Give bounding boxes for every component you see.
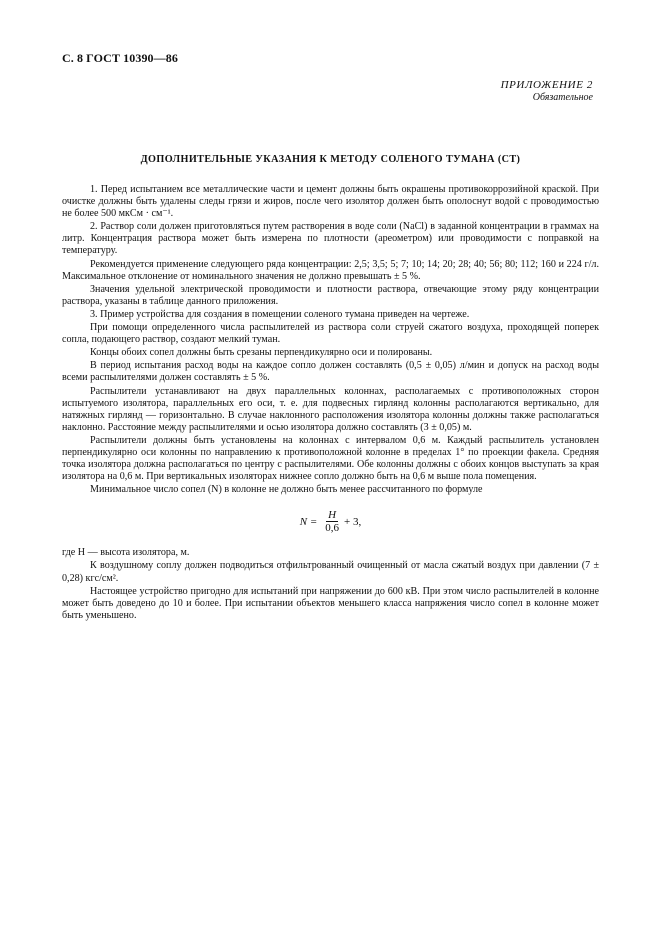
paragraph-9: Распылители устанавливают на двух параллельных колоннах, располагаемых с противоположных сторон испытуемого изолятора, параллельных его оси, т. е. для подвесных гирлянд колонны располагаются вертикально, для натяжных гирлянд — горизонтально. В случае наклонного расположения изолятора колонны должны также располагаться наклонно. Расстояние между распылителями и осью изолятора должно составлять (3 ± 0,05) м. (62, 385, 599, 433)
appendix-label: ПРИЛОЖЕНИЕ 2 (500, 79, 593, 91)
page-header: С. 8 ГОСТ 10390—86 (62, 51, 178, 65)
paragraph-1: 1. Перед испытанием все металлические части и цемент должны быть окрашены противокоррозийной краской. При очистке должны быть удалены следы грязи и жиров, после чего изолятор должен быть ополоснут водой с проводимостью не более 500 мкСм · см⁻¹. (62, 184, 599, 220)
paragraph-3: Рекомендуется применение следующего ряда концентрации: 2,5; 3,5; 5; 7; 10; 14; 20; 28; 40; 56; 80; 112; 160 и 224 г/л. Максимальное отклонение от номинального значения не должно превышать ± 5 %. (62, 258, 599, 282)
nozzle-count-formula (62, 509, 599, 534)
appendix-block (501, 79, 593, 103)
appendix-status: Обязательное (532, 92, 593, 103)
section-title: ДОПОЛНИТЕЛЬНЫЕ УКАЗАНИЯ К МЕТОДУ СОЛЕНОГО ТУМАНА (СТ) (140, 154, 521, 165)
paragraph-5: 3. Пример устройства для создания в помещении соленого тумана приведен на чертеже. (90, 308, 470, 320)
document-body (62, 184, 599, 622)
paragraph-6: При помощи определенного числа распылителей из раствора соли струей сжатого воздуха, проходящей поперек сопла, подающего раствор, создают мелкий туман. (62, 322, 599, 346)
paragraph-14: Настоящее устройство пригодно для испытаний при напряжении до 600 кВ. При этом число распылителей в колонне может быть доведено до 10 и более. При испытании объектов меньшего класса напряжения число сопел в колонне может быть уменьшено. (62, 585, 599, 621)
paragraph-4: Значения удельной электрической проводимости и плотности раствора, отвечающие этому ряду концентрации раствора, указаны в таблице данного приложения. (62, 283, 599, 307)
formula-fraction (323, 509, 341, 534)
paragraph-12: где H — высота изолятора, м. (62, 547, 190, 559)
formula-numerator: H (328, 509, 337, 522)
paragraph-8: В период испытания расход воды на каждое сопло должен составлять (0,5 ± 0,05) л/мин и допуск на расход воды всеми распылителями должен составлять ± 5 %. (62, 360, 599, 384)
formula-lhs: N = (299, 515, 318, 528)
paragraph-11: Минимальное число сопел (N) в колонне не должно быть менее рассчитанного по формуле (90, 484, 483, 496)
formula-denominator: 0,6 (325, 522, 340, 535)
formula-rhs: + 3, (344, 515, 362, 528)
paragraph-13: К воздушному соплу должен подводиться отфильтрованный очищенный от масла сжатый воздух при давлении (7 ± 0,28) кгс/см². (62, 560, 599, 584)
paragraph-2: 2. Раствор соли должен приготовляться путем растворения в воде соли (NaCl) в заданной концентрации в граммах на литр. Концентрация раствора может быть измерена по плотности (ареометром) или проводимости с поправкой на температуру. (62, 221, 599, 257)
paragraph-10: Распылители должны быть установлены на колоннах с интервалом 0,6 м. Каждый распылитель установлен перпендикулярно оси колонны по направлению к противоположной колонне в пределах 1° по проекции факела. Средняя точка изолятора должна располагаться по центру с распылителями. Обе колонны должны с обоих концов выступать за края изолятора на 0,6 м. При вертикальных изоляторах нижнее сопло должно быть на 0,6 м выше пола помещения. (62, 434, 599, 483)
paragraph-7: Концы обоих сопел должны быть срезаны перпендикулярно оси и полированы. (90, 347, 433, 359)
